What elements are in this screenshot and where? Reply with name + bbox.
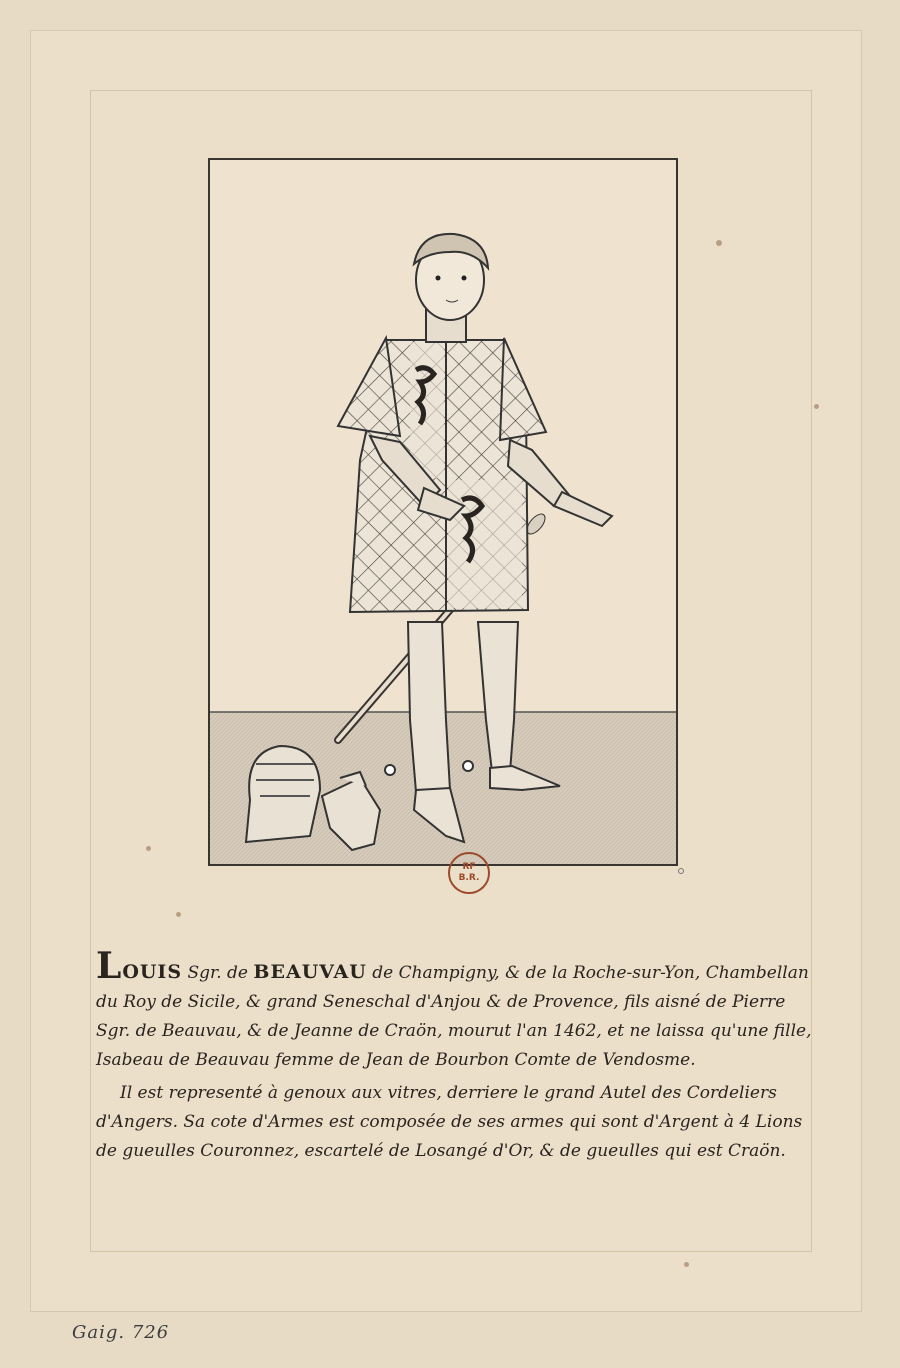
library-stamp bbox=[448, 852, 490, 894]
para2-line-4: qui est Craön. bbox=[664, 1141, 786, 1161]
head bbox=[414, 234, 488, 342]
name-rest: OUIS bbox=[122, 961, 183, 983]
line-2: Chambellan du Roy de Sicile, & grand Seneschal d'Anjou & de Provence, fils bbox=[96, 963, 809, 1012]
foxing-spot bbox=[814, 404, 819, 409]
tabard bbox=[338, 338, 546, 612]
para2-line-1: Il est representé à genoux aux vitres, derriere le grand Autel des Cordeliers bbox=[120, 1083, 777, 1103]
caption-text bbox=[96, 945, 820, 1166]
line-4: et ne laissa qu'une fille, Isabeau de Beauvau femme de Jean de Bourbon bbox=[96, 1021, 812, 1070]
caption-paragraph-1 bbox=[96, 945, 820, 1075]
line-1-rest: de Champigny, & de la Roche-sur-Yon, bbox=[372, 963, 701, 983]
shelf-mark: Gaig. 726 bbox=[72, 1322, 170, 1343]
foxing-spot bbox=[176, 912, 181, 917]
para2-line-3: 4 Lions de gueulles Couronnez, escartelé de Losangé d'Or, & de gueulles bbox=[96, 1112, 803, 1161]
line-5: Comte de Vendosme. bbox=[514, 1050, 696, 1070]
surname: BEAUVAU bbox=[253, 961, 367, 983]
foxing-spot bbox=[146, 846, 151, 851]
knight-illustration bbox=[208, 158, 678, 866]
name-initial: L bbox=[96, 945, 123, 987]
line-3: aisné de Pierre Sgr. de Beauvau, & de Jeanne de Craön, mourut l'an 1462, bbox=[96, 992, 786, 1041]
para2-line-2: d'Angers. Sa cote d'Armes est composée de ses armes qui sont d'Argent à bbox=[96, 1112, 735, 1132]
stamp-line-1: RF bbox=[462, 862, 476, 872]
knight-drawing bbox=[210, 160, 676, 864]
caption-paragraph-2 bbox=[96, 1079, 820, 1166]
foxing-spot bbox=[716, 240, 722, 246]
helmet bbox=[246, 746, 320, 842]
small-circle-mark bbox=[678, 868, 684, 874]
title-abbrev: Sgr. de bbox=[187, 963, 248, 983]
stamp-line-2: B.R. bbox=[458, 873, 480, 883]
foxing-spot bbox=[684, 1262, 689, 1267]
